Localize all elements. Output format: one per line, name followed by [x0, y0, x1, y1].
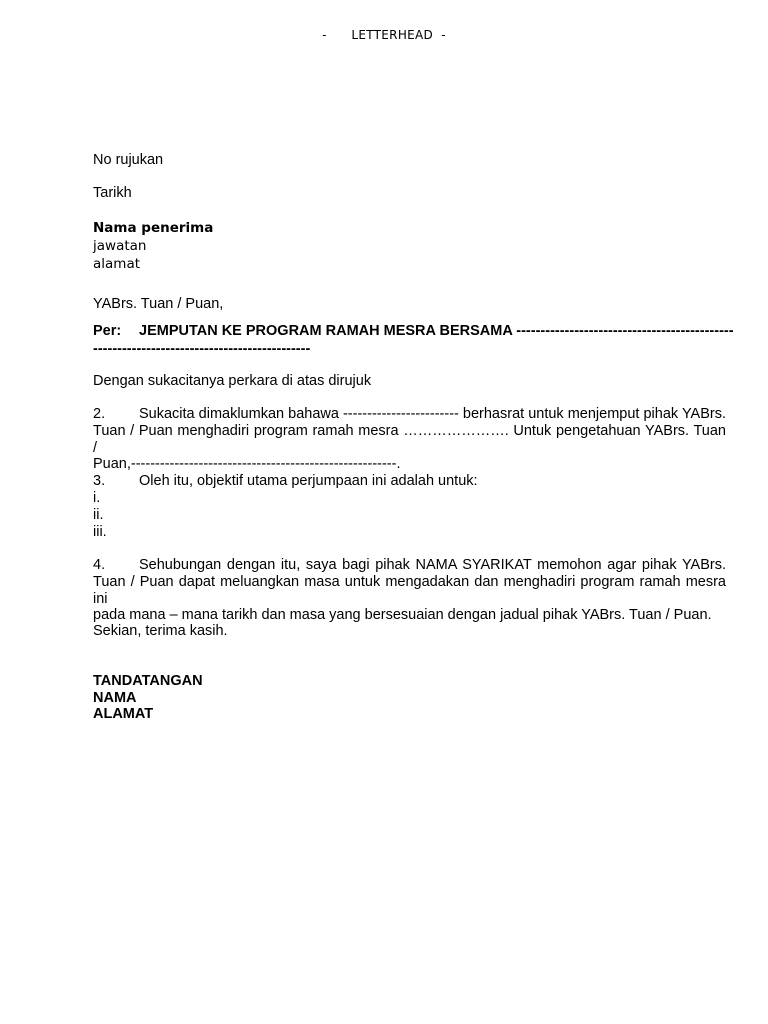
paragraph-2-number: 2. [93, 406, 106, 422]
paragraph-4-number: 4. [93, 557, 106, 573]
recipient-position: jawatan [93, 238, 147, 254]
signature-block [93, 673, 203, 723]
objectives-list [93, 490, 107, 541]
paragraph-4-line-3: pada mana – mana tarikh dan masa yang bersesuaian dengan jadual pihak YABrs. Tuan / Puan. [93, 607, 712, 624]
subject-text: JEMPUTAN KE PROGRAM RAMAH MESRA BERSAMA --------------------------------------------- [139, 323, 734, 339]
recipient-name: Nama penerima [93, 220, 214, 236]
intro-paragraph: Dengan sukacitanya perkara di atas dirujuk [93, 373, 372, 389]
paragraph-3 [93, 473, 478, 489]
paragraph-4-line-1-text: Sehubungan dengan itu, saya bagi pihak NAMA SYARIKAT memohon agar pihak YABrs. [139, 557, 726, 573]
paragraph-2-line-1-text: Sukacita dimaklumkan bahawa ------------------------ berhasrat untuk menjemput pihak YABrs. [139, 406, 726, 422]
subject-continuation: --------------------------------------------- [93, 341, 311, 357]
recipient-address: alamat [93, 256, 141, 272]
letterhead-placeholder: - LETTERHEAD - [322, 28, 446, 42]
paragraph-2-line-3: Puan,-------------------------------------------------------. [93, 456, 401, 473]
sender-address-label: ALAMAT [93, 706, 154, 722]
paragraph-2-line-1 [93, 406, 726, 423]
closing-remark: Sekian, terima kasih. [93, 623, 228, 639]
subject-label: Per: [93, 323, 122, 339]
paragraph-4-line-1 [93, 557, 726, 574]
subject-line [93, 323, 734, 339]
paragraph-2 [93, 406, 726, 473]
paragraph-4-line-2: Tuan / Puan dapat meluangkan masa untuk mengadakan dan menghadiri program ramah mesra ini [93, 573, 726, 607]
paragraph-2-line-2: Tuan / Puan menghadiri program ramah mesra …………………. Untuk pengetahuan YABrs. Tuan / [93, 422, 726, 456]
objective-item-1: i. [93, 490, 101, 506]
paragraph-3-text: Oleh itu, objektif utama perjumpaan ini adalah untuk: [139, 473, 478, 489]
date-label: Tarikh [93, 185, 132, 201]
objective-item-2: ii. [93, 507, 104, 523]
sender-name-label: NAMA [93, 689, 137, 706]
salutation: YABrs. Tuan / Puan, [93, 296, 224, 312]
reference-number-label: No rujukan [93, 152, 164, 168]
signature-label: TANDATANGAN [93, 673, 203, 689]
paragraph-4 [93, 557, 726, 624]
objective-item-3: iii. [93, 524, 107, 540]
paragraph-3-number: 3. [93, 473, 106, 489]
